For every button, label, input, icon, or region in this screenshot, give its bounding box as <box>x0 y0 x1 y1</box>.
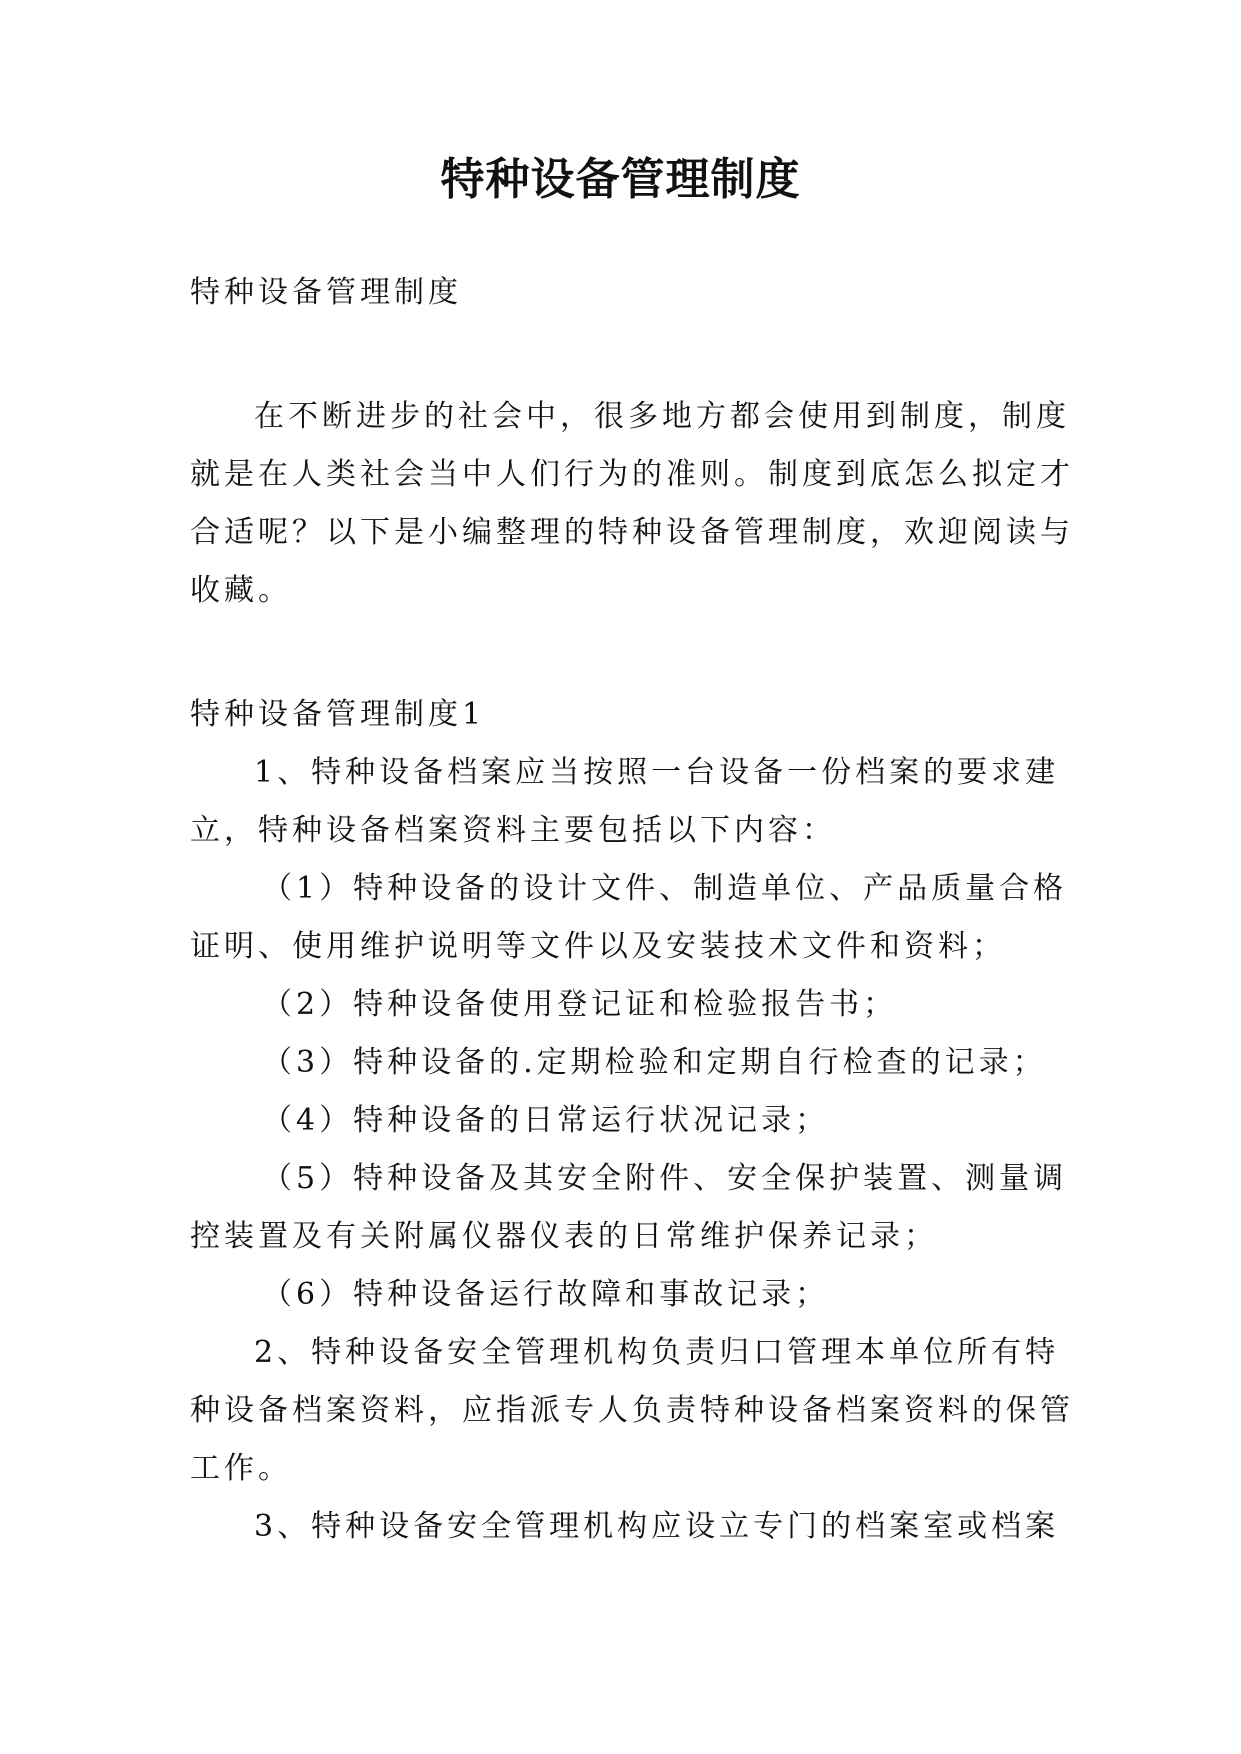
paragraph-line: 立，特种设备档案资料主要包括以下内容： <box>190 813 836 848</box>
paragraph-line: 2、特种设备安全管理机构负责归口管理本单位所有特 <box>254 1335 1060 1370</box>
document-subtitle <box>190 264 1045 322</box>
intro-line: 合适呢？以下是小编整理的特种设备管理制度，欢迎阅读与 <box>190 515 1074 550</box>
list-item-line: （5）特种设备及其安全附件、安全保护装置、测量调 <box>262 1161 1068 1196</box>
section-heading: 特种设备管理制度1 <box>190 697 486 732</box>
intro-paragraph <box>190 388 1074 620</box>
list-item-line: （6）特种设备运行故障和事故记录； <box>262 1277 830 1312</box>
section-1 <box>190 686 1074 1556</box>
list-item-line: （4）特种设备的日常运行状况记录； <box>262 1103 830 1138</box>
list-item-line: 证明、使用维护说明等文件以及安装技术文件和资料； <box>190 929 1006 964</box>
paragraph-line: 3、特种设备安全管理机构应设立专门的档案室或档案 <box>254 1509 1060 1544</box>
intro-line: 在不断进步的社会中，很多地方都会使用到制度，制度 <box>254 399 1070 434</box>
paragraph-line: 工作。 <box>190 1451 292 1486</box>
intro-line: 就是在人类社会当中人们行为的准则。制度到底怎么拟定才 <box>190 457 1074 492</box>
list-item-line: 控装置及有关附属仪器仪表的日常维护保养记录； <box>190 1219 938 1254</box>
paragraph-line: 种设备档案资料，应指派专人负责特种设备档案资料的保管 <box>190 1393 1074 1428</box>
list-item-line: （3）特种设备的.定期检验和定期自行检查的记录； <box>262 1045 1047 1080</box>
document-title: 特种设备管理制度 <box>440 154 801 205</box>
list-item-line: （1）特种设备的设计文件、制造单位、产品质量合格 <box>262 871 1068 906</box>
intro-line: 收藏。 <box>190 573 292 608</box>
list-item-line: （2）特种设备使用登记证和检验报告书； <box>262 987 898 1022</box>
paragraph-line: 1、特种设备档案应当按照一台设备一份档案的要求建 <box>254 755 1060 790</box>
subtitle-line: 特种设备管理制度 <box>190 275 462 310</box>
